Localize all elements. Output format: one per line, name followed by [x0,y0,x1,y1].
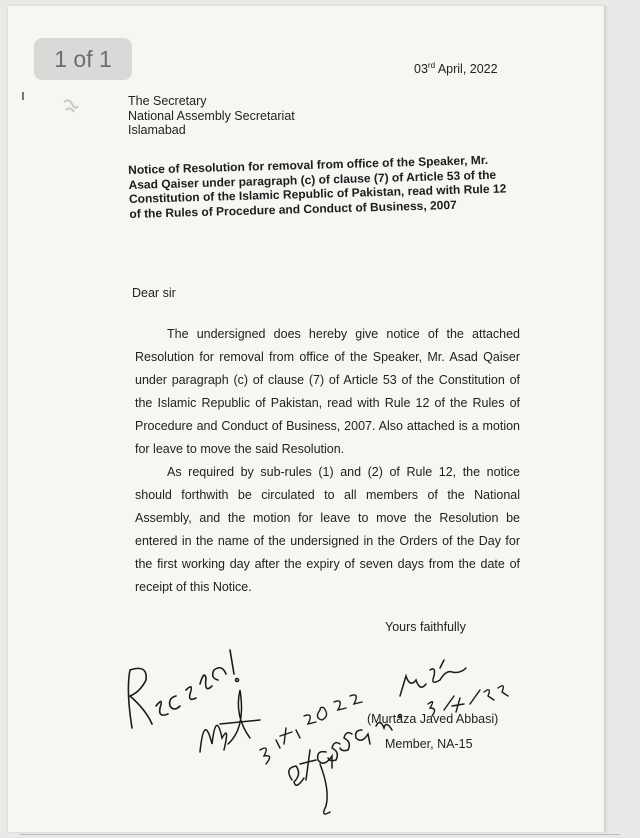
page-bottom-edge [20,834,620,835]
body-paragraph: The undersigned does hereby give notice of the attached Resolution for removal from office of the Speaker, Mr. Asad Qaiser under paragraph (c) of clause (7) of Article 53 of the Constitution of the Islamic Republic of Pakistan, read with Rule 12 of the Rules of Procedure and Conduct of Business, 2007. Also attached is a motion for leave to move the said Resolution. [135,327,520,456]
signer-title: Member, NA-15 [385,737,473,751]
faint-stamp-mark [60,96,82,118]
member-signature [400,660,466,696]
salutation: Dear sir [132,286,176,300]
received-note-handwriting [128,650,238,728]
margin-mark [22,92,24,100]
letter-date [414,61,498,76]
signature-initial-left [200,690,260,752]
recipient-line: Islamabad [128,123,186,137]
date-month-year: April, 2022 [435,62,498,77]
handwritten-annotations [100,640,520,820]
recipient-line: National Assembly Secretariat [128,108,295,123]
page-edge [604,6,607,832]
body-paragraph: As required by sub-rules (1) and (2) of Rule 12, the notice should forthwith be circulated to all members of the National Assembly, and the motion for leave to move the Resolution be entered in the name of the undersigned in the Orders of the Day for the first working day after the expiry of seven days from the date of receipt of this Notice. [135,465,520,594]
date-day: 03 [414,62,428,77]
signer-name: (Murtaza Javed Abbasi) [367,712,499,726]
recipient-line: The Secretary [128,94,207,108]
letter-body [135,323,520,599]
date-suffix: rd [427,61,436,70]
closing: Yours faithfully [385,620,466,634]
receipt-time-handwriting [289,715,402,815]
recipient-address [128,94,295,138]
subject-line: Notice of Resolution for removal from office of the Speaker, Mr. Asad Qaiser under paragraph (c) of clause (7) of Article 53 of the Constitution of the Islamic Republic of Pakistan, read with Rule 12 of the Rules of Procedure and Conduct of Business, 2007 [128,152,507,221]
receipt-date-handwriting [260,695,362,764]
page-indicator: 1 of 1 [34,38,132,80]
